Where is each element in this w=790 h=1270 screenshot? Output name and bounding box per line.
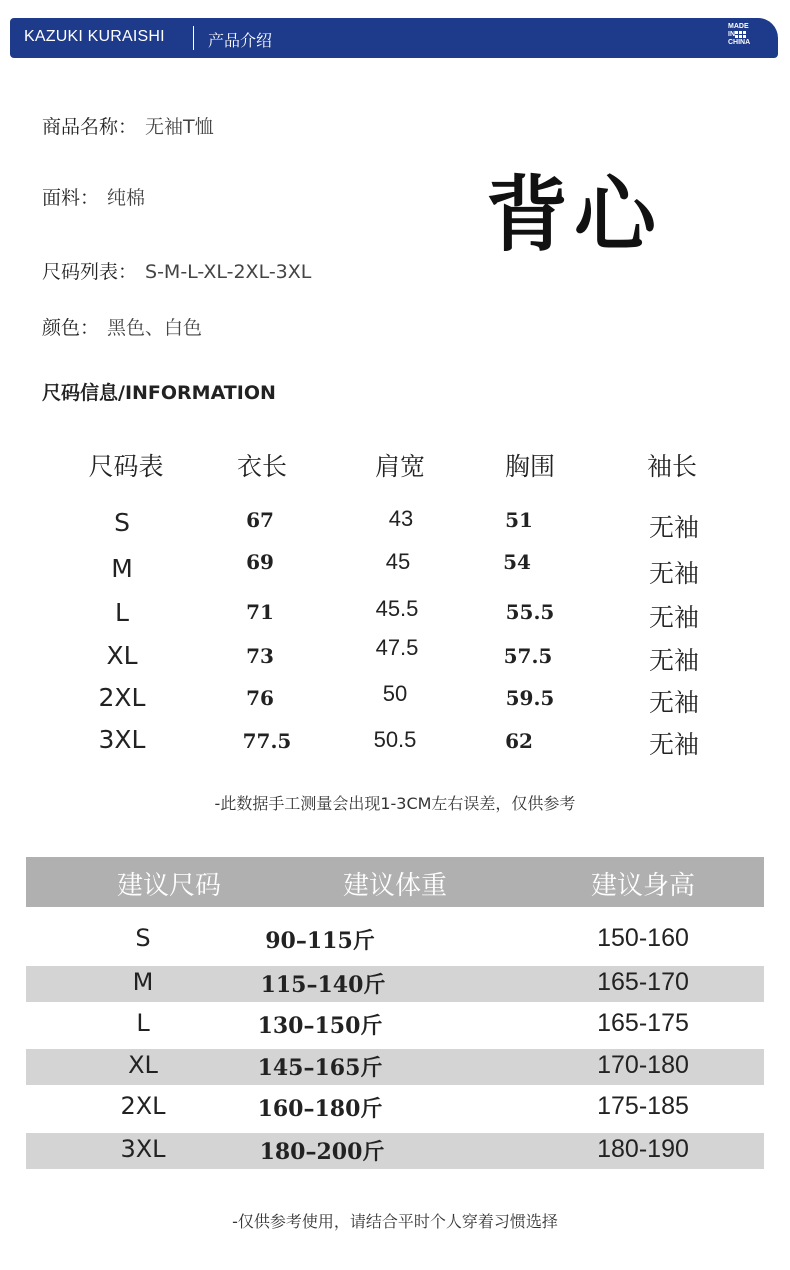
table-cell-size: 3XL	[98, 725, 146, 754]
table-cell-chest: 51	[505, 508, 533, 532]
recommend-height-header: 建议身高	[590, 871, 695, 901]
table-cell-sleeve: 无袖	[648, 603, 699, 632]
table-cell-chest: 54	[503, 550, 531, 574]
length-header: 衣长	[236, 452, 287, 481]
color-row	[42, 313, 202, 340]
product-name-label: 商品名称：	[42, 116, 138, 138]
table-cell-length: 69	[246, 550, 274, 574]
fabric-label: 面料：	[42, 187, 100, 209]
size-info-title: 尺码信息/INFORMATION	[42, 382, 276, 404]
recommend-header	[26, 857, 764, 907]
table-cell-length: 73	[246, 644, 274, 668]
shoulder-header: 肩宽	[374, 452, 425, 481]
recommend-size-header: 建议尺码	[116, 871, 221, 901]
table-cell-chest: 57.5	[503, 644, 553, 668]
table-cell-shoulder: 45.5	[375, 596, 419, 621]
color-value: 黑色、白色	[107, 317, 203, 339]
table-cell-chest: 62	[505, 729, 533, 753]
table-cell-length: 76	[246, 686, 274, 710]
recommend-size: L	[136, 1009, 150, 1037]
recommend-height: 165-175	[597, 1009, 689, 1037]
made-text: MADE	[728, 23, 749, 30]
recommend-weight-header: 建议体重	[342, 871, 447, 901]
recommend-weight: 90–115斤	[265, 928, 375, 954]
table-cell-sleeve: 无袖	[648, 646, 699, 675]
table-cell-chest: 55.5	[505, 600, 555, 624]
table-cell-length: 71	[246, 600, 274, 624]
table-cell-length: 67	[246, 508, 274, 532]
chest-header: 胸围	[504, 452, 555, 481]
table-row	[26, 966, 764, 1002]
recommend-size: XL	[128, 1051, 158, 1079]
table-cell-sleeve: 无袖	[648, 513, 699, 542]
in-text: IN	[728, 31, 735, 38]
table-row	[26, 1007, 764, 1043]
fabric-row	[42, 183, 145, 210]
recommend-weight: 160–180斤	[257, 1096, 383, 1122]
sizes-row	[42, 257, 311, 284]
recommend-weight: 130–150斤	[257, 1013, 383, 1039]
table-cell-shoulder: 50	[382, 681, 408, 706]
table-row	[26, 922, 764, 958]
sizes-label: 尺码列表：	[42, 261, 138, 283]
recommend-weight: 180–200斤	[259, 1139, 385, 1165]
size-header: 尺码表	[88, 452, 164, 481]
recommend-size: M	[132, 968, 154, 996]
usage-note: -仅供参考使用，请结合平时个人穿着习惯选择	[232, 1212, 558, 1231]
header-divider	[193, 26, 194, 50]
table-cell-sleeve: 无袖	[648, 559, 699, 588]
table-cell-shoulder: 45	[385, 549, 411, 574]
product-name-value: 无袖T恤	[145, 116, 214, 138]
sleeve-header: 袖长	[646, 452, 697, 481]
big-title: 背心	[486, 167, 663, 263]
color-label: 颜色：	[42, 317, 100, 339]
recommend-size: S	[135, 924, 151, 952]
header-bar	[10, 18, 778, 58]
table-cell-length: 77.5	[242, 729, 292, 753]
sizes-value: S-M-L-XL-2XL-3XL	[145, 261, 312, 283]
table-row	[26, 1049, 764, 1085]
recommend-height: 175-185	[597, 1092, 689, 1120]
recommend-weight: 115–140斤	[260, 972, 386, 998]
grid-icon	[735, 31, 747, 39]
china-text: CHINA	[728, 39, 751, 46]
table-cell-size: L	[115, 598, 129, 627]
recommend-height: 180-190	[597, 1135, 689, 1163]
recommend-size: 2XL	[120, 1092, 166, 1120]
made-in-china-badge	[728, 23, 760, 47]
table-cell-size: XL	[106, 641, 138, 670]
table-cell-chest: 59.5	[505, 686, 555, 710]
table-row	[26, 1090, 764, 1126]
recommend-height: 150-160	[597, 924, 689, 952]
table-cell-shoulder: 47.5	[375, 635, 419, 660]
table-cell-shoulder: 50.5	[373, 727, 417, 752]
recommend-weight: 145–165斤	[257, 1055, 383, 1081]
recommend-height: 170-180	[597, 1051, 689, 1079]
table-cell-sleeve: 无袖	[648, 730, 699, 759]
fabric-value: 纯棉	[107, 187, 146, 209]
table-cell-size: 2XL	[98, 683, 146, 712]
table-cell-shoulder: 43	[388, 506, 414, 531]
brand-name: KAZUKI KURAISHI	[24, 28, 165, 45]
recommend-size: 3XL	[120, 1135, 166, 1163]
header-subtitle: 产品介绍	[208, 31, 273, 50]
product-name-row	[42, 112, 214, 139]
table-cell-sleeve: 无袖	[648, 688, 699, 717]
table-row	[26, 1133, 764, 1169]
measurement-note: -此数据手工测量会出现1-3CM左右误差，仅供参考	[214, 794, 576, 813]
table-cell-size: M	[111, 554, 133, 583]
recommend-height: 165-170	[597, 968, 689, 996]
table-cell-size: S	[114, 508, 130, 537]
